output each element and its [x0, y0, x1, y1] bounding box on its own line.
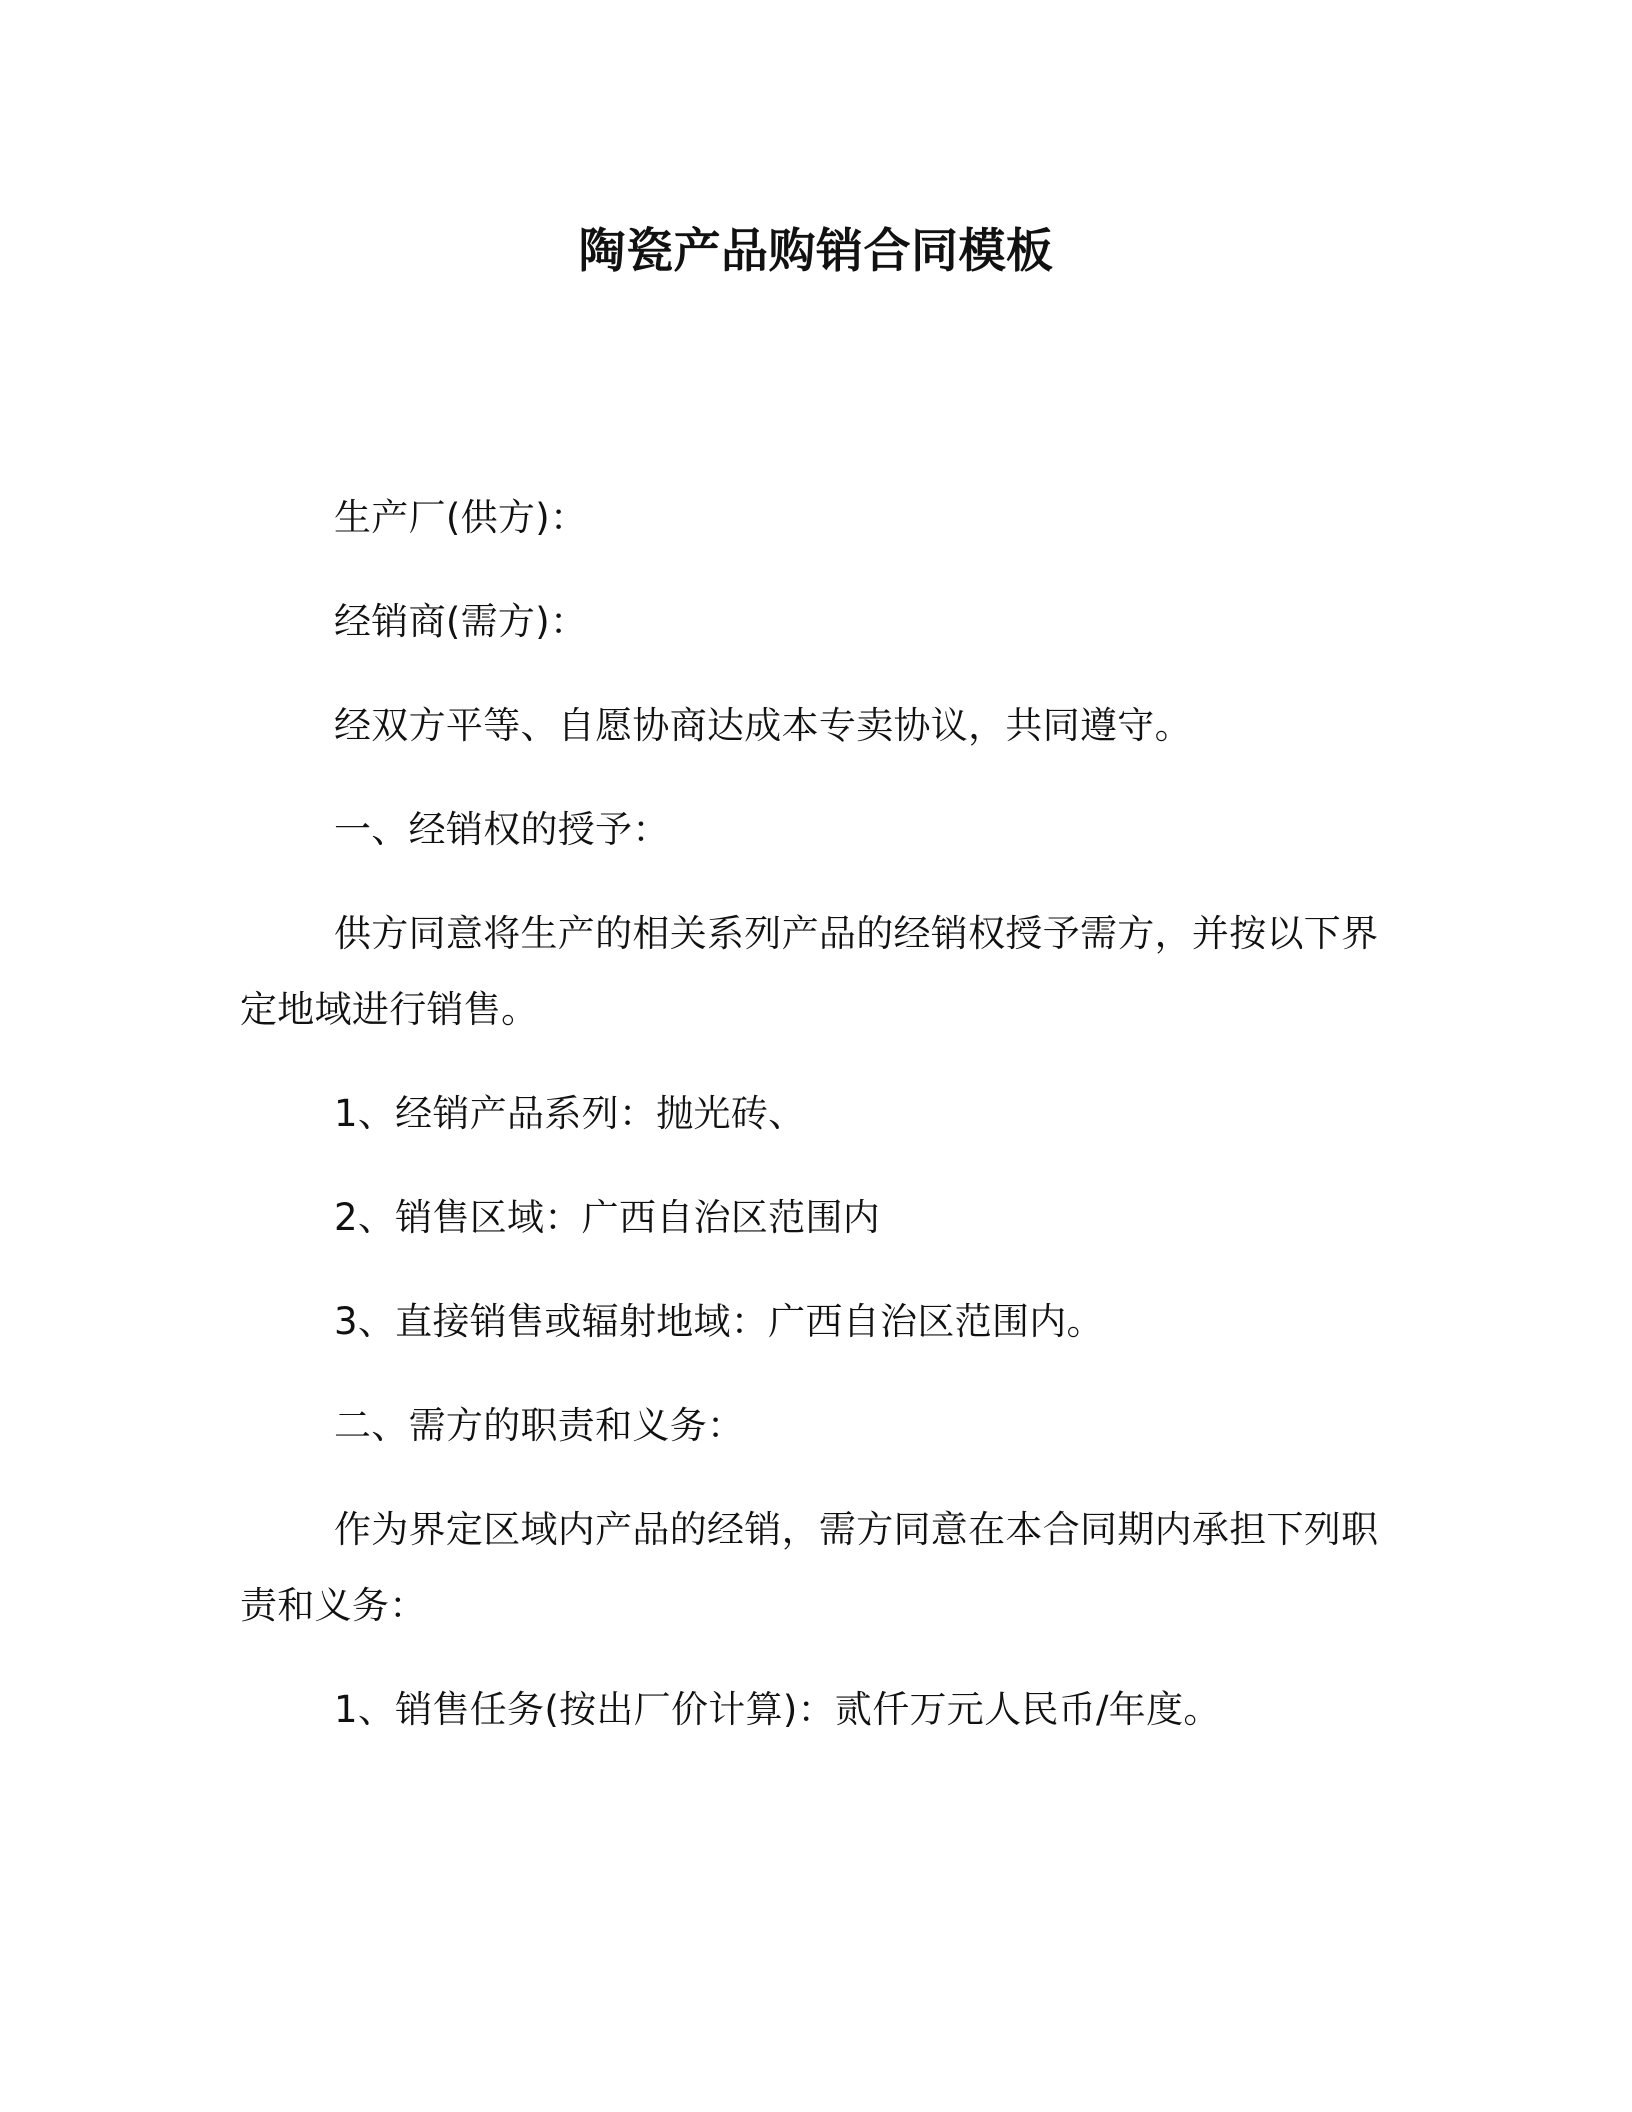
clause-1-2: 2、销售区域：广西自治区范围内 — [334, 1196, 881, 1239]
clause-2-1: 1、销售任务(按出厂价计算)：贰仟万元人民币/年度。 — [334, 1688, 1221, 1731]
section-2-text: 作为界定区域内产品的经销，需方同意在本合同期内承担下列职责和义务： — [240, 1508, 1379, 1627]
supplier-line: 生产厂(供方)： — [334, 496, 588, 539]
clause-1-3: 3、直接销售或辐射地域：广西自治区范围内。 — [334, 1300, 1104, 1343]
section-1-text: 供方同意将生产的相关系列产品的经销权授予需方，并按以下界定地域进行销售。 — [240, 912, 1379, 1031]
clause-1-1: 1、经销产品系列：抛光砖、 — [334, 1092, 806, 1135]
section-heading-1: 一、经销权的授予： — [334, 808, 670, 851]
section-heading-2: 二、需方的职责和义务： — [334, 1404, 745, 1447]
distributor-line: 经销商(需方)： — [334, 600, 588, 643]
agreement-intro: 经双方平等、自愿协商达成本专卖协议，共同遵守。 — [334, 704, 1192, 747]
document-body — [240, 480, 1390, 1776]
document-title: 陶瓷产品购销合同模板 — [578, 224, 1054, 279]
